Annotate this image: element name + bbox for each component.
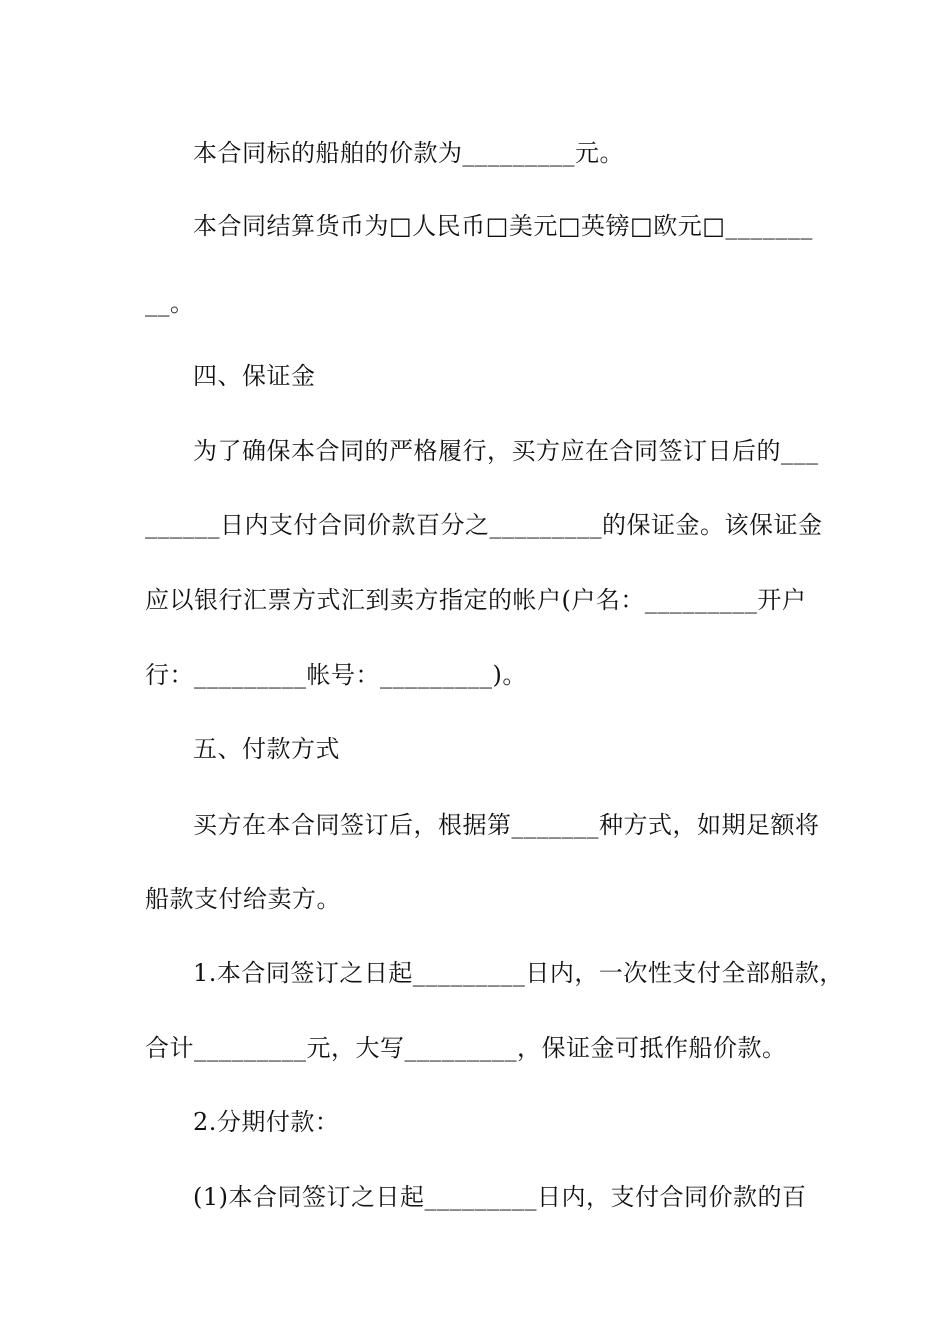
paragraph-line: (1)本合同签订之日起_________日内，支付合同价款的百 [193,1183,807,1211]
section-heading: 五、付款方式 [193,735,340,763]
paragraph-line: 买方在本合同签订后，根据第_______种方式，如期足额将 [193,811,820,839]
paragraph-line: 1.本合同签订之日起_________日内，一次性支付全部船款， [193,959,844,987]
paragraph-line: 应以银行汇票方式汇到卖方指定的帐户(户名：_________开户 [145,586,807,614]
paragraph-line: __。 [145,289,195,317]
paragraph-line: 行：_________帐号：_________)。 [145,661,527,689]
paragraph-line: 合计_________元，大写_________，保证金可抵作船价款。 [145,1034,787,1062]
paragraph-line: 本合同结算货币为□人民币□美元□英镑□欧元□_______ [193,212,813,240]
section-heading: 四、保证金 [193,362,316,390]
paragraph-line: 2.分期付款： [193,1108,340,1136]
paragraph-line: 为了确保本合同的严格履行，买方应在合同签订日后的___ [193,437,819,465]
paragraph-line: 船款支付给卖方。 [145,885,341,913]
paragraph-line: ______日内支付合同价款百分之_________的保证金。该保证金 [145,511,823,539]
paragraph-line: 本合同标的船舶的价款为_________元。 [193,139,624,167]
